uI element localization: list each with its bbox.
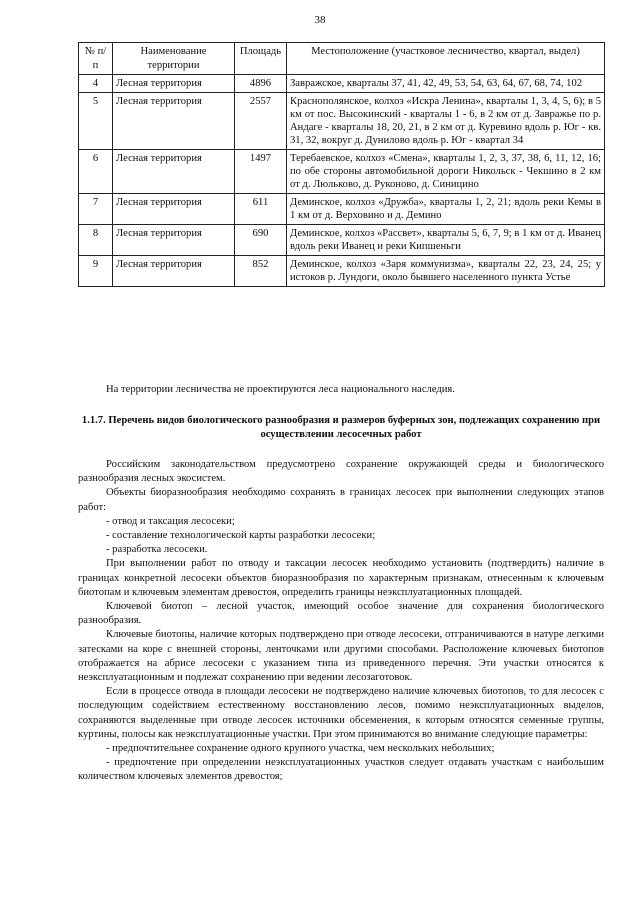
header-area: Площадь	[235, 43, 287, 75]
forest-territory-table	[78, 42, 605, 287]
row-location: Краснополянское, колхоз «Искра Ленина», кварталы 1, 3, 4, 5, 6); в 5 км от пос. Высокинский - кварталы 1 - 6, в 2 км от д. Завражье по р. Андаге - кварталы 18, 20, 21, в 2 км от д. Куревино вдоль р. Юг - кв. 31, 32, вокруг д. Дунилово вдоль р. Юг - квартал 34	[287, 93, 605, 150]
paragraph: Объекты биоразнообразия необходимо сохранять в границах лесосек при выполнении следующих этапов работ:	[78, 487, 604, 513]
table-row	[79, 93, 605, 150]
row-name: Лесная территория	[113, 75, 235, 93]
row-area: 2557	[235, 93, 287, 150]
row-location: Завражское, кварталы 37, 41, 42, 49, 53, 54, 63, 64, 67, 68, 74, 102	[287, 75, 605, 93]
row-name: Лесная территория	[113, 256, 235, 287]
row-number: 6	[79, 150, 113, 194]
row-name: Лесная территория	[113, 150, 235, 194]
list-item: - составление технологической карты разработки лесосеки;	[106, 530, 376, 542]
header-name: Наименование территории	[113, 43, 235, 75]
row-number: 7	[79, 194, 113, 225]
page-number: 38	[314, 14, 326, 26]
row-area: 1497	[235, 150, 287, 194]
row-number: 8	[79, 225, 113, 256]
section-heading: 1.1.7. Перечень видов биологического разнообразия и размеров буферных зон, подлежащих сохранению при осуществлении лесосечных работ	[81, 415, 601, 440]
header-location: Местоположение (участковое лесничество, квартал, выдел)	[287, 43, 605, 75]
row-location: Теребаевское, колхоз «Смена», кварталы 1, 2, 3, 37, 38, 6, 11, 12, 16; по обе стороны автомобильной дороги Никольск - Чекшино в 2 км от д. Люльково, д. Руконово, д. Синицино	[287, 150, 605, 194]
row-number: 5	[79, 93, 113, 150]
list-item: - предпочтение при определении неэксплуатационных участков следует отдавать участкам с наибольшим количеством ключевых элементов древостоя;	[78, 757, 604, 783]
row-name: Лесная территория	[113, 194, 235, 225]
row-area: 4896	[235, 75, 287, 93]
paragraph: Российским законодательством предусмотрено сохранение окружающей среды и биологического разнообразия лесных экосистем.	[78, 459, 604, 485]
list-item: - разработка лесосеки.	[106, 544, 208, 556]
table-header-row	[79, 43, 605, 75]
row-area: 611	[235, 194, 287, 225]
row-number: 4	[79, 75, 113, 93]
paragraph: Ключевой биотоп – лесной участок, имеющий особое значение для сохранения биологического разнообразия.	[78, 601, 604, 627]
paragraph: При выполнении работ по отводу и таксации лесосек необходимо установить (подтвердить) наличие в границах конкретной лесосеки объектов биоразнообразия по характерным признакам, отнесенным к ключевым биотопам и ключевым элементам древостоя, определить границы неэксплуатационных площадей.	[78, 558, 604, 598]
list-item: - предпочтительнее сохранение одного крупного участка, чем нескольких небольших;	[106, 743, 495, 755]
row-number: 9	[79, 256, 113, 287]
table-row	[79, 150, 605, 194]
row-name: Лесная территория	[113, 93, 235, 150]
row-location: Деминское, колхоз «Заря коммунизма», кварталы 22, 23, 24, 25; у истоков р. Лундоги, около бывшего населенного пункта Устье	[287, 256, 605, 287]
table-row	[79, 225, 605, 256]
paragraph: Ключевые биотопы, наличие которых подтверждено при отводе лесосеки, отграничиваются в натуре легкими затесками на коре с внешней стороны, ленточками или другими способами. Расположение ключевых биотопов отображается на абрисе лесосеки с указанием типа из приведенного перечня. Эти участки относятся к неэксплуатационным и подлежат сохранению при ведении лесозаготовок.	[78, 629, 604, 684]
table-row	[79, 75, 605, 93]
row-area: 852	[235, 256, 287, 287]
table-row	[79, 194, 605, 225]
row-location: Деминское, колхоз «Рассвет», кварталы 5, 6, 7, 9; в 1 км от д. Иванец вдоль реки Иванец и реки Кипшеньги	[287, 225, 605, 256]
table-row	[79, 256, 605, 287]
body-text	[78, 458, 604, 785]
header-number: № п/п	[79, 43, 113, 75]
list-item: - отвод и таксация лесосеки;	[106, 515, 235, 527]
heritage-note: На территории лесничества не проектируются леса национального наследия.	[106, 384, 455, 395]
row-area: 690	[235, 225, 287, 256]
row-name: Лесная территория	[113, 225, 235, 256]
paragraph: Если в процессе отвода в площади лесосеки не подтверждено наличие ключевых биотопов, то для лесосек с последующим содействием естественному восстановлению лесов, помимо неэксплуатационных выделов, сохраняются выделенные при отводе лесосек источники обсеменения, к которым относятся семенные группы, куртины, полосы как неэксплуатационные участки. При этом принимаются во внимание следующие параметры:	[78, 686, 604, 740]
row-location: Деминское, колхоз «Дружба», кварталы 1, 2, 21; вдоль реки Кемы в 1 км от д. Верховино и д. Демино	[287, 194, 605, 225]
